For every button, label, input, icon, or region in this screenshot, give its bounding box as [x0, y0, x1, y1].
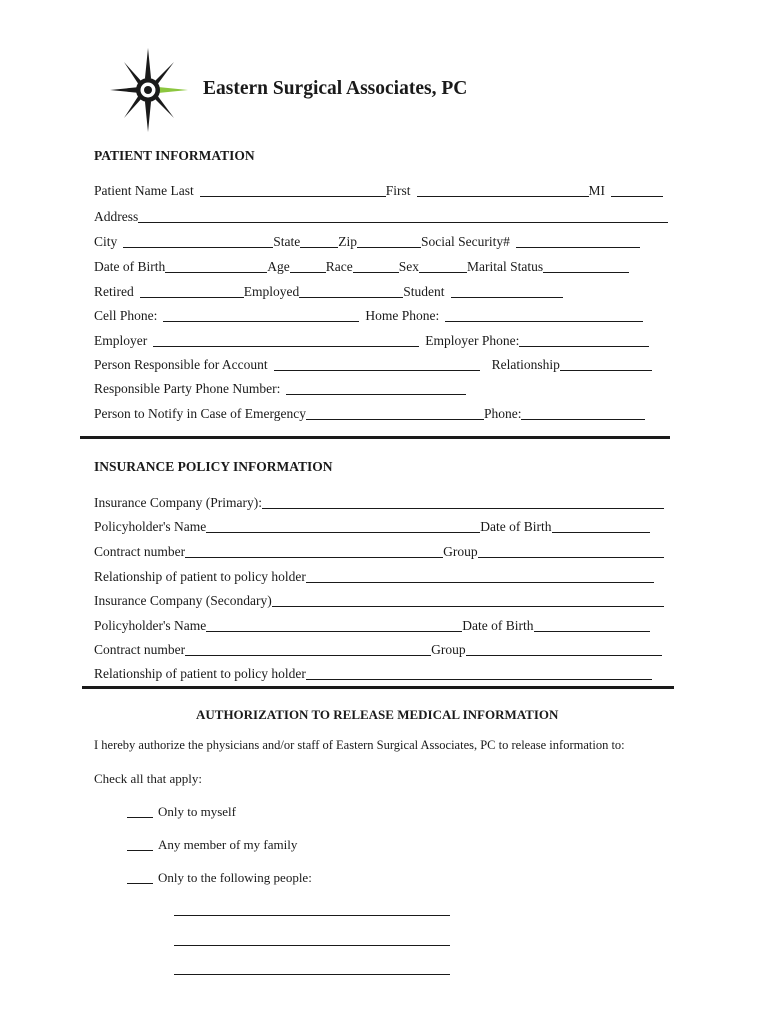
relationship-field[interactable] [560, 356, 652, 371]
primary-policyholder-field[interactable] [206, 518, 480, 533]
section-divider [80, 436, 670, 439]
secondary-contract-label: Contract number [94, 642, 186, 657]
responsible-phone-row [94, 378, 466, 398]
employer-row [94, 330, 649, 350]
secondary-relationship-field[interactable] [306, 665, 652, 680]
emergency-contact-label: Person to Notify in Case of Emergency [94, 406, 306, 421]
option-label: Only to myself [158, 804, 236, 819]
age-label: Age [267, 259, 290, 274]
primary-group-field[interactable] [478, 543, 664, 558]
phone-row [94, 305, 643, 325]
employer-phone-field[interactable] [519, 332, 649, 347]
emergency-phone-label: Phone: [483, 406, 522, 421]
option-label: Any member of my family [158, 837, 298, 852]
retired-field[interactable] [140, 283, 244, 298]
marital-status-field[interactable] [543, 258, 629, 273]
state-field[interactable] [300, 233, 338, 248]
relationship-label: Relationship [491, 357, 560, 372]
cell-phone-label: Cell Phone: [94, 308, 158, 323]
authorized-person-line-1[interactable] [174, 915, 450, 916]
compass-star-logo-icon [108, 44, 192, 136]
sex-label: Sex [398, 259, 419, 274]
address-field[interactable] [138, 208, 668, 223]
primary-contract-label: Contract number [94, 544, 186, 559]
option-checkbox-line[interactable] [127, 803, 153, 818]
primary-policyholder-row [94, 516, 650, 536]
option-label: Only to the following people: [158, 870, 312, 885]
race-label: Race [325, 259, 353, 274]
primary-insurance-field[interactable] [262, 494, 664, 509]
home-phone-label: Home Phone: [365, 308, 440, 323]
secondary-holder-dob-label: Date of Birth [462, 618, 534, 633]
authorized-person-line-2[interactable] [174, 945, 450, 946]
ssn-field[interactable] [516, 233, 640, 248]
primary-relationship-field[interactable] [306, 568, 654, 583]
primary-policyholder-label: Policyholder's Name [94, 519, 207, 534]
last-name-label: Patient Name Last [94, 183, 194, 198]
responsible-row [94, 354, 652, 374]
secondary-policyholder-row [94, 615, 650, 635]
primary-group-label: Group [443, 544, 478, 559]
secondary-contract-field[interactable] [185, 641, 431, 656]
address-label: Address [94, 209, 139, 224]
primary-relationship-row [94, 566, 654, 586]
authorization-statement: I hereby authorize the physicians and/or staff of Eastern Surgical Associates, PC to release information to: [94, 738, 625, 752]
secondary-relationship-row [94, 663, 652, 683]
responsible-person-label: Person Responsible for Account [94, 357, 268, 372]
retired-label: Retired [94, 284, 134, 299]
employer-field[interactable] [153, 332, 419, 347]
first-name-field[interactable] [417, 182, 589, 197]
responsible-phone-label: Responsible Party Phone Number: [94, 381, 281, 396]
primary-holder-dob-label: Date of Birth [480, 519, 552, 534]
secondary-insurance-label: Insurance Company (Secondary) [94, 593, 272, 608]
city-label: City [94, 234, 118, 249]
primary-holder-dob-field[interactable] [552, 518, 650, 533]
student-label: Student [403, 284, 445, 299]
city-field[interactable] [123, 233, 273, 248]
option-following-people[interactable] [127, 869, 312, 886]
option-checkbox-line[interactable] [127, 869, 153, 884]
first-name-label: First [385, 183, 411, 198]
mi-label: MI [588, 183, 605, 198]
zip-label: Zip [338, 234, 358, 249]
responsible-person-field[interactable] [274, 356, 480, 371]
dob-field[interactable] [165, 258, 267, 273]
emergency-contact-field[interactable] [306, 405, 484, 420]
secondary-holder-dob-field[interactable] [534, 617, 650, 632]
secondary-group-label: Group [431, 642, 466, 657]
secondary-group-field[interactable] [466, 641, 662, 656]
secondary-insurance-field[interactable] [272, 592, 664, 607]
mi-field[interactable] [611, 182, 663, 197]
dob-row [94, 256, 629, 276]
section-divider [82, 686, 674, 689]
zip-field[interactable] [357, 233, 421, 248]
last-name-field[interactable] [200, 182, 386, 197]
patient-information-heading: PATIENT INFORMATION [94, 148, 255, 163]
secondary-policyholder-field[interactable] [206, 617, 462, 632]
marital-status-label: Marital Status [466, 259, 544, 274]
emergency-phone-field[interactable] [521, 405, 645, 420]
primary-contract-row [94, 541, 664, 561]
option-only-myself[interactable] [127, 803, 236, 820]
employment-status-row [94, 281, 563, 301]
authorized-person-line-3[interactable] [174, 974, 450, 975]
cell-phone-field[interactable] [163, 307, 359, 322]
emergency-row [94, 403, 645, 423]
address-row [94, 206, 668, 226]
secondary-insurance-row [94, 590, 664, 610]
home-phone-field[interactable] [445, 307, 643, 322]
secondary-policyholder-label: Policyholder's Name [94, 618, 207, 633]
state-label: State [273, 234, 301, 249]
primary-relationship-label: Relationship of patient to policy holder [94, 569, 306, 584]
age-field[interactable] [290, 258, 326, 273]
primary-insurance-row [94, 492, 664, 512]
primary-insurance-label: Insurance Company (Primary): [94, 495, 262, 510]
dob-label: Date of Birth [94, 259, 166, 274]
authorization-heading: AUTHORIZATION TO RELEASE MEDICAL INFORMATION [196, 707, 559, 722]
sex-field[interactable] [419, 258, 467, 273]
patient-name-row [94, 180, 663, 200]
student-field[interactable] [451, 283, 563, 298]
option-checkbox-line[interactable] [127, 836, 153, 851]
secondary-relationship-label: Relationship of patient to policy holder [94, 666, 306, 681]
race-field[interactable] [353, 258, 399, 273]
employer-label: Employer [94, 333, 148, 348]
primary-contract-field[interactable] [185, 543, 443, 558]
employer-phone-label: Employer Phone: [425, 333, 520, 348]
secondary-contract-row [94, 639, 662, 659]
company-name: Eastern Surgical Associates, PC [203, 78, 468, 99]
ssn-label: Social Security# [421, 234, 510, 249]
check-instruction: Check all that apply: [94, 771, 202, 786]
employed-field[interactable] [299, 283, 403, 298]
option-family-member[interactable] [127, 836, 297, 853]
city-row [94, 231, 640, 251]
employed-label: Employed [243, 284, 300, 299]
insurance-information-heading: INSURANCE POLICY INFORMATION [94, 459, 333, 474]
responsible-phone-field[interactable] [286, 380, 466, 395]
